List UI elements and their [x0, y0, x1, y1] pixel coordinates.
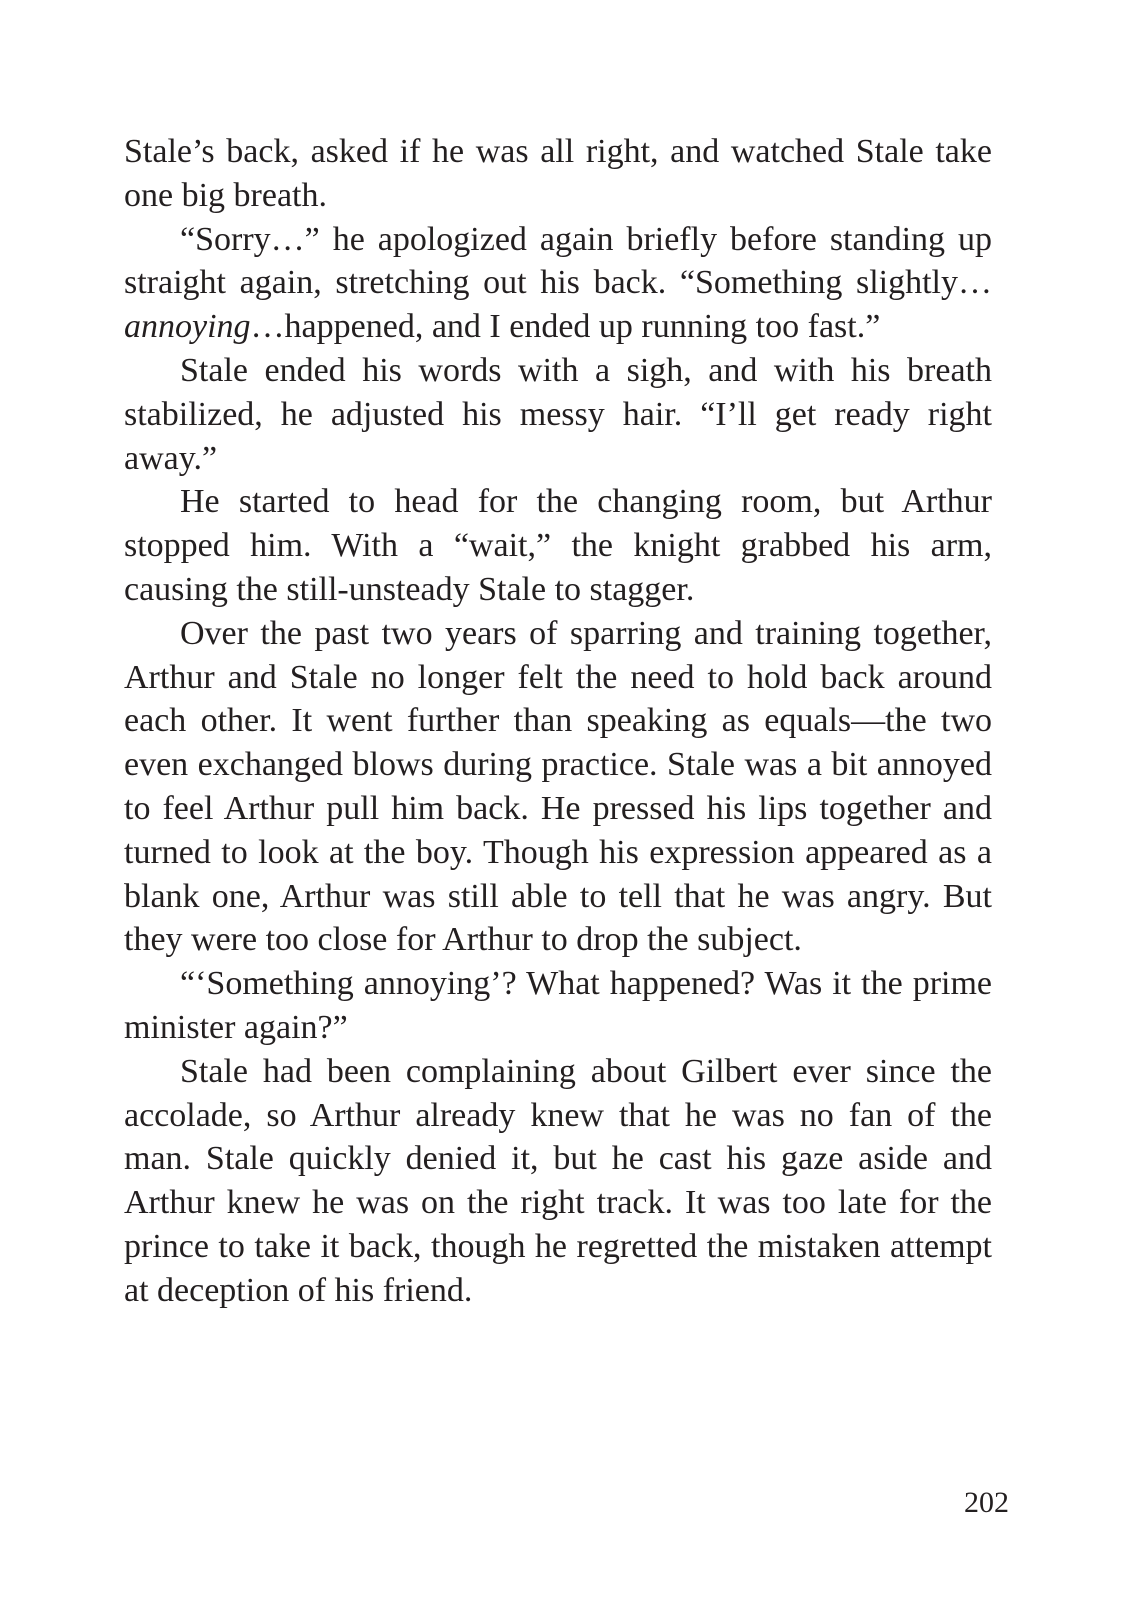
paragraph-5: [124, 612, 992, 962]
paragraph-text: “Sorry…” he apologized again briefly before standing up straight again, stretching out his back. “Something slightly…: [124, 220, 992, 302]
paragraph-text: Stale had been complaining about Gilbert ever since the accolade, so Arthur already knew that he was no fan of the man. Stale quickly denied it, but he cast his gaze aside and Arthur knew he was on the right track. It was too late for the prince to take it back, though he regretted the mistaken attempt at deception of his friend.: [124, 1052, 992, 1309]
paragraph-6: [124, 962, 992, 1050]
paragraph-text: He started to head for the changing room, but Arthur stopped him. With a “wait,” the knight grabbed his arm, causing the still-unsteady Stale to stagger.: [124, 483, 992, 608]
paragraph-4: [124, 480, 992, 611]
paragraph-2: [124, 218, 992, 349]
paragraph-text: …happened, and I ended up running too fast.”: [250, 308, 881, 346]
paragraph-text: “‘Something annoying’? What happened? Was it the prime minister again?”: [124, 965, 992, 1046]
paragraph-text: Stale’s back, asked if he was all right, and watched Stale take one big breath.: [124, 133, 992, 214]
italic-emphasis: annoying: [124, 308, 251, 346]
paragraph-text: Stale ended his words with a sigh, and with his breath stabilized, he adjusted his messy hair. “I’ll get ready right away.”: [124, 351, 992, 477]
page-body: [124, 130, 992, 1313]
paragraph-3: [124, 349, 992, 480]
paragraph-1: [124, 130, 992, 218]
paragraph-7: [124, 1050, 992, 1313]
page-number: 202: [964, 1486, 1009, 1519]
paragraph-text: Over the past two years of sparring and training together, Arthur and Stale no longer felt the need to hold back around each other. It went further than speaking as equals—the two even exchanged blows during practice. Stale was a bit annoyed to feel Arthur pull him back. He pressed his lips together and turned to look at the boy. Though his expression appeared as a blank one, Arthur was still able to tell that he was angry. But they were too close for Arthur to drop the subject.: [124, 614, 992, 959]
